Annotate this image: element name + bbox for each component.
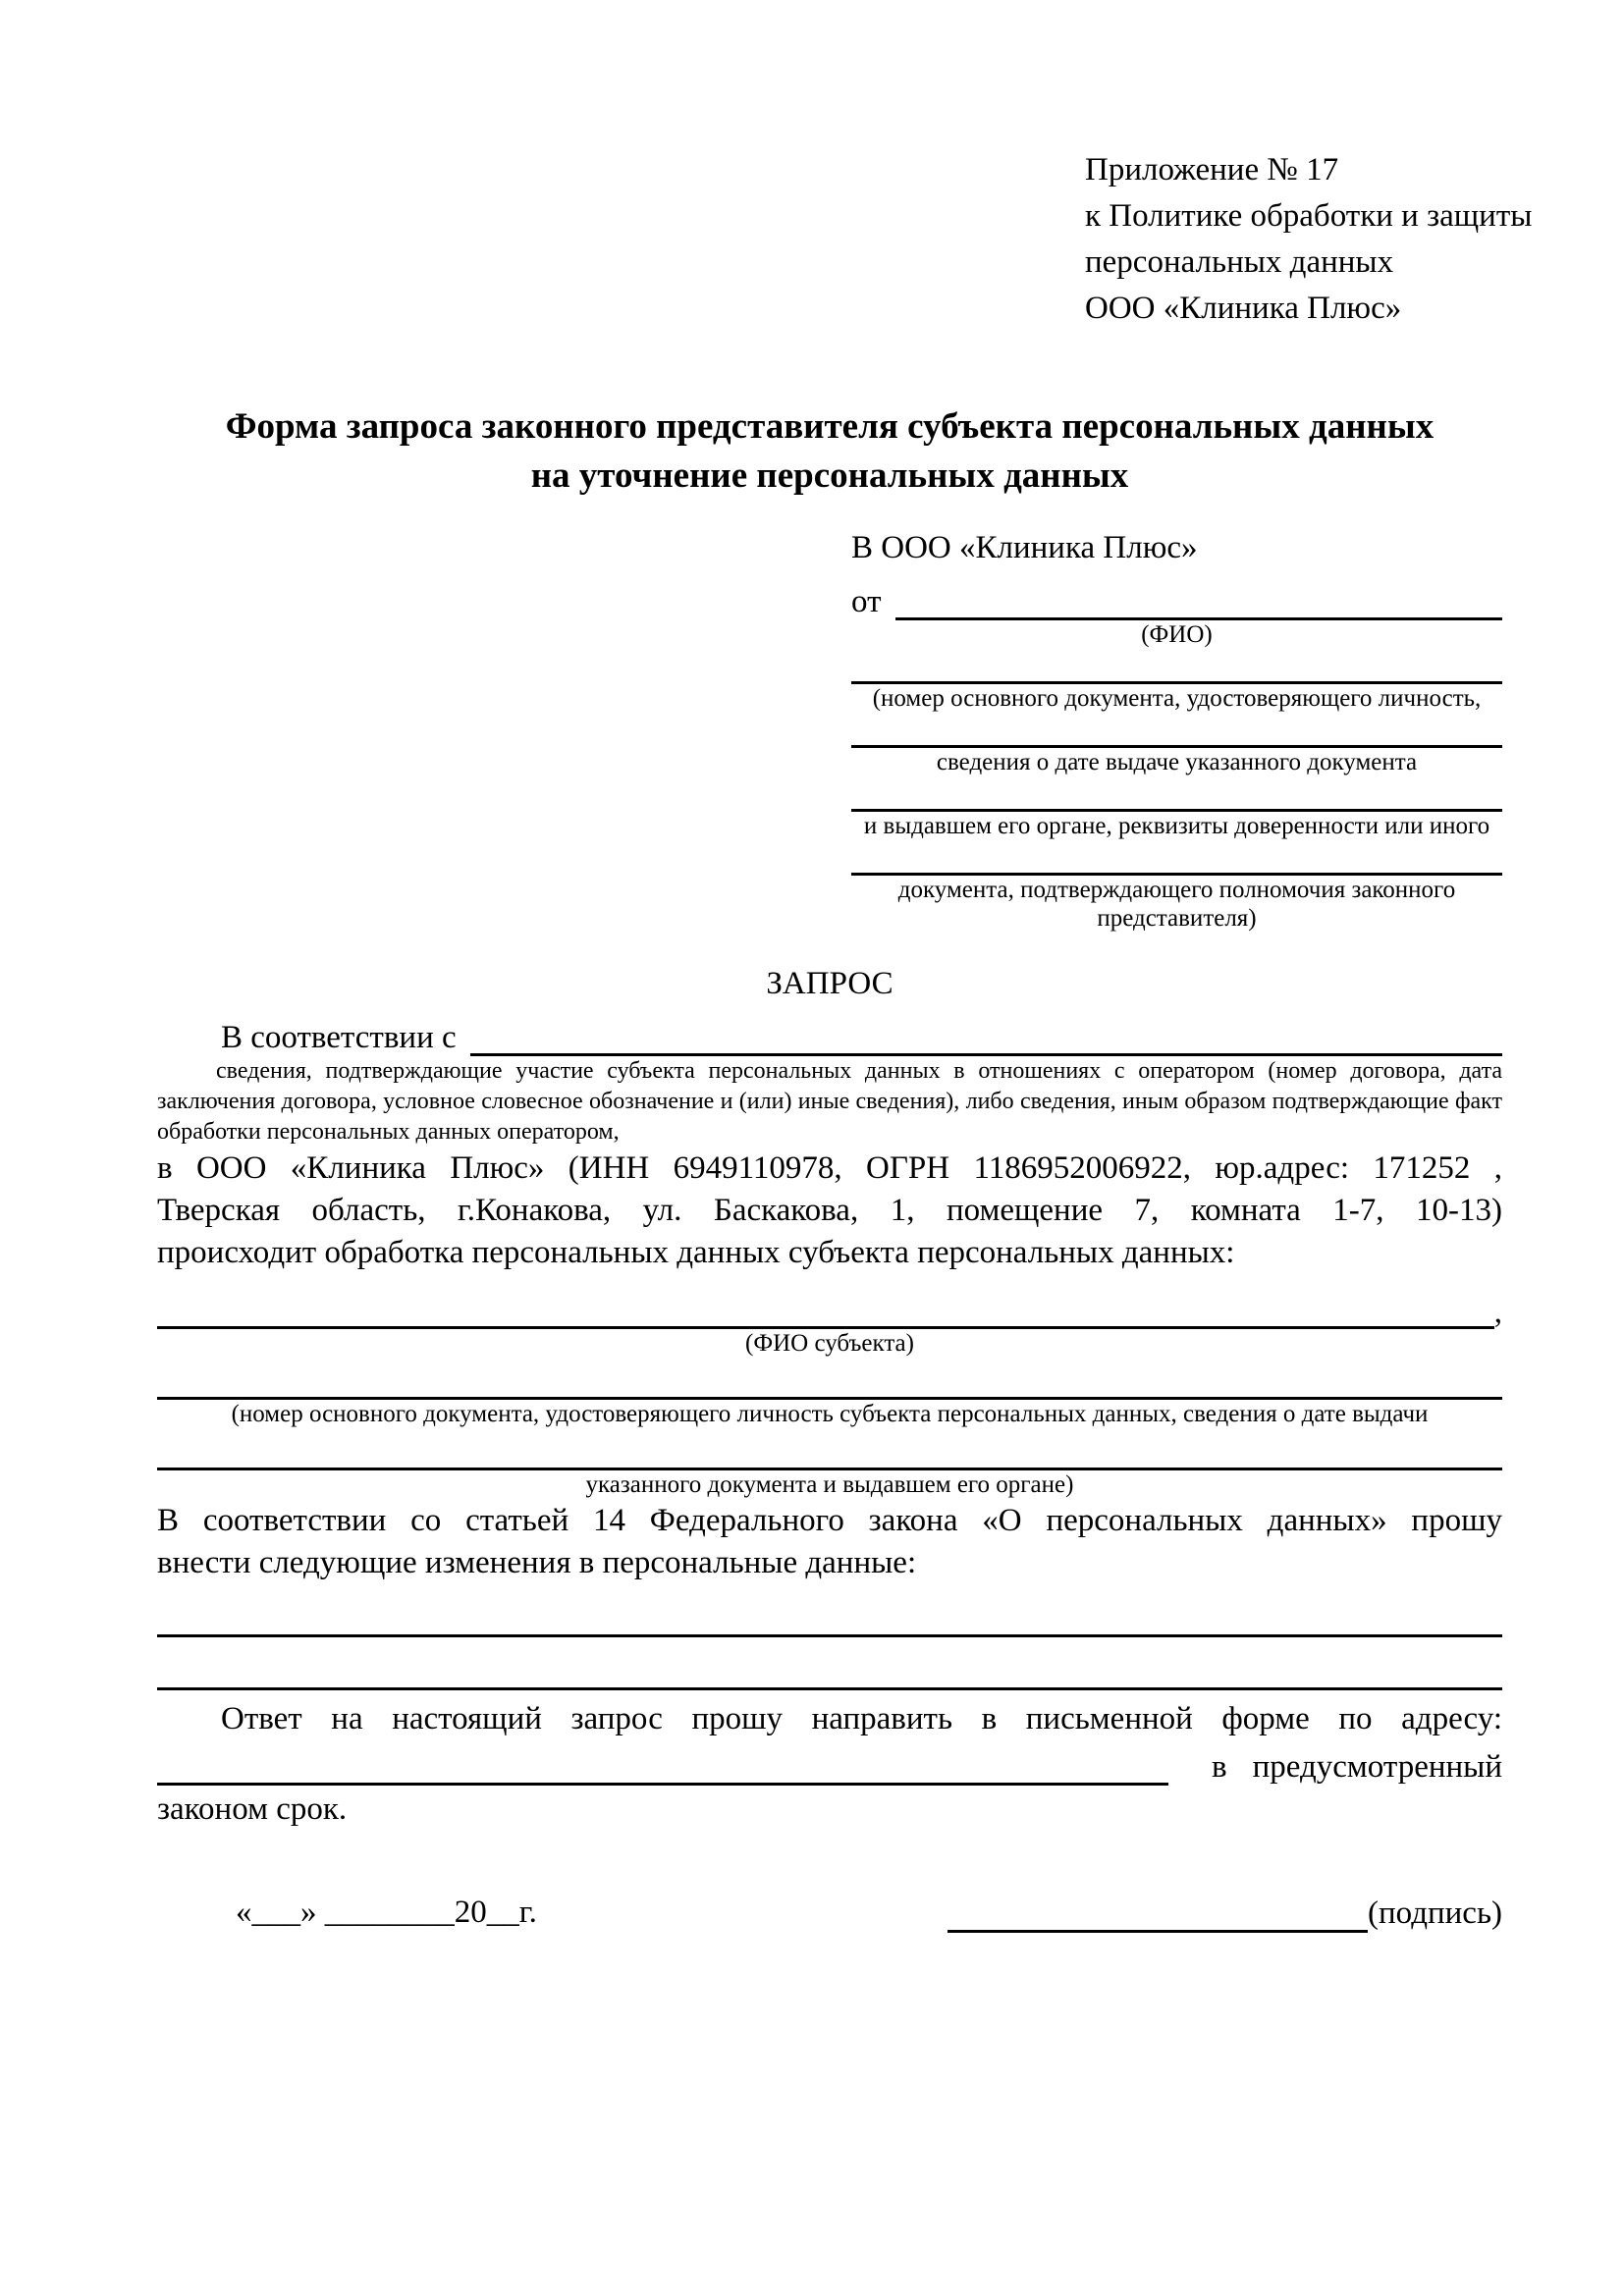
fio-caption: (ФИО) [1141, 621, 1213, 648]
representative-doc-blank-line [851, 713, 1502, 748]
subject-doc-blank-line [157, 1359, 1502, 1400]
appendix-line: к Политике обработки и защиты [1085, 198, 1533, 234]
date-signature-row [157, 1892, 1502, 1933]
subject-doc-blank-line [157, 1429, 1502, 1470]
addressee-block [851, 526, 1502, 933]
paragraph-line: внести следующие изменения в персональные данные: [157, 1545, 917, 1580]
trailing-comma: , [1493, 1295, 1502, 1330]
address-blank-line [157, 1748, 1168, 1786]
subject-fio-caption: (ФИО субъекта) [745, 1330, 914, 1357]
field-caption: сведения о дате выдаче указанного документа [936, 749, 1418, 775]
changes-blank-line [157, 1584, 1502, 1637]
answer-closing: законом срок. [157, 1791, 348, 1827]
article-paragraph [157, 1500, 1502, 1584]
according-to-row [157, 1011, 1502, 1056]
answer-word-in: в [1212, 1749, 1227, 1785]
appendix-header [1085, 147, 1533, 332]
paragraph-line: В соответствии со статьей 14 Федерального закона «О персональных данных» прошу [157, 1503, 1502, 1538]
paragraph-line: в ООО «Клиника Плюс» (ИНН 6949110978, ОГРН 1186952006922, юр.адрес: 171252 , [157, 1150, 1502, 1186]
field-caption: и выдавшем его органе, реквизиты доверенности или иного [863, 813, 1490, 839]
field-caption: (номер основного документа, удостоверяющего личность, [872, 685, 1482, 712]
request-heading: ЗАПРОС [766, 966, 893, 1001]
fine-print-note: сведения, подтверждающие участие субъекта персональных данных в отношениях с оператором (номер договора, дата заключения договора, условное словесное обозначение и (или) иные сведения), либо сведения, иным образом подтверждающие факт обработки персональных данных оператором, [157, 1058, 1502, 1145]
basis-blank-line [470, 1023, 1502, 1056]
signature-caption: (подпись) [1368, 1896, 1502, 1931]
appendix-line: персональных данных [1085, 244, 1394, 280]
fio-blank-line [895, 585, 1503, 620]
answer-word-stipulated: предусмотренный [1252, 1749, 1502, 1785]
answer-paragraph-line: Ответ на настоящий запрос прошу направить в письменной форме по адресу: [221, 1701, 1502, 1736]
paragraph-line: Тверская область, г.Конакова, ул. Баскакова, 1, помещение 7, комната 1-7, 10-13) [157, 1193, 1502, 1228]
representative-doc-blank-line [851, 840, 1502, 876]
subject-doc-caption: указанного документа и выдавшем его органе) [585, 1471, 1074, 1498]
signature-blank-line [947, 1899, 1368, 1933]
subject-fio-row [157, 1286, 1502, 1329]
signature-group [947, 1894, 1502, 1933]
representative-doc-blank-line [851, 649, 1502, 684]
according-to-label: В соответствии с [221, 1020, 457, 1055]
title-line: Форма запроса законного представителя субъекта персональных данных [225, 406, 1435, 447]
document-title [157, 402, 1502, 501]
title-line: на уточнение персональных данных [530, 455, 1129, 496]
operator-paragraph [157, 1148, 1502, 1274]
addressee-org: В ООО «Клиника Плюс» [851, 530, 1198, 565]
appendix-line: Приложение № 17 [1085, 152, 1339, 187]
subject-doc-caption: (номер основного документа, удостоверяющего личность субъекта персональных данных, сведения о дате выдачи [231, 1401, 1429, 1427]
date-field: «___» ________20__г. [236, 1895, 537, 1930]
answer-address-row [157, 1740, 1502, 1786]
changes-blank-line [157, 1637, 1502, 1690]
subject-fio-blank-line [157, 1292, 1494, 1329]
representative-doc-blank-line [851, 776, 1502, 812]
from-label: от [851, 584, 882, 619]
appendix-line: ООО «Клиника Плюс» [1085, 291, 1402, 326]
paragraph-line: происходит обработка персональных данных субъекта персональных данных: [157, 1235, 1235, 1270]
field-caption: документа, подтверждающего полномочия законного представителя) [897, 877, 1456, 932]
from-row [851, 573, 1502, 620]
